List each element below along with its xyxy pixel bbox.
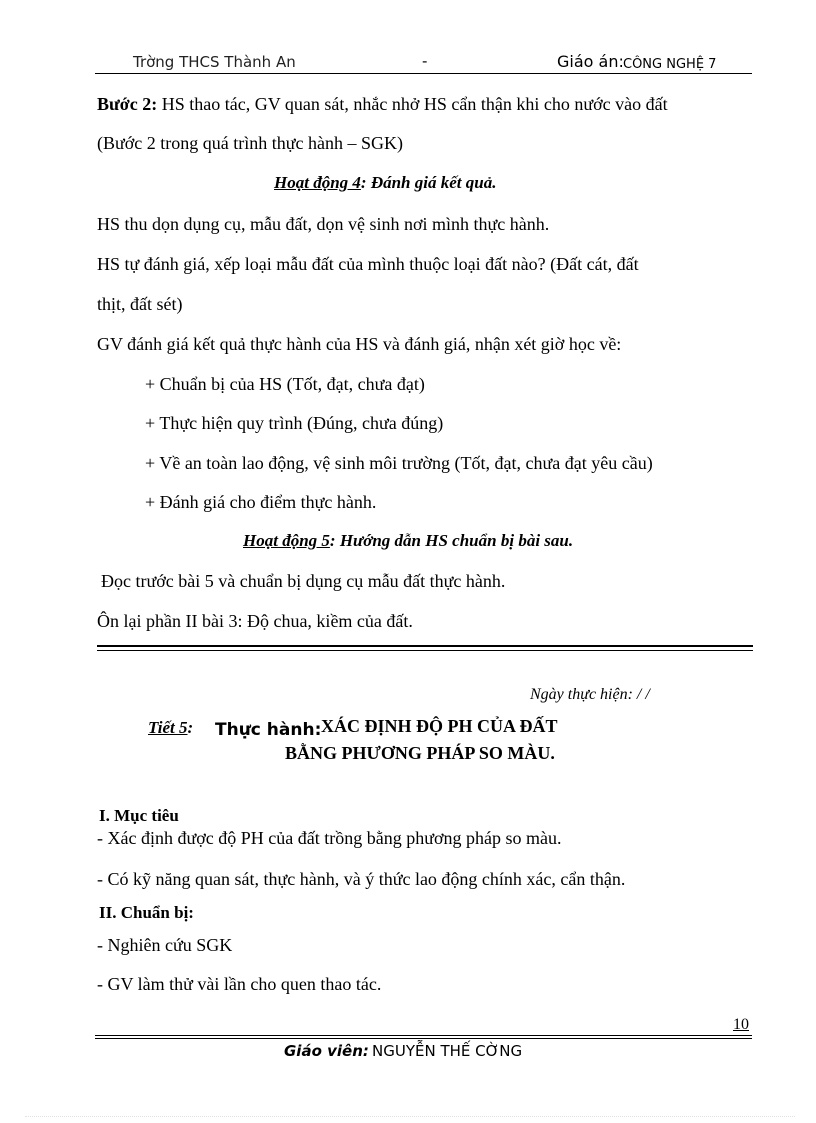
period-number: Tiết 5 <box>148 718 188 737</box>
criteria-item: + Về an toàn lao động, vệ sinh môi trường (Tốt, đạt, chưa đạt yêu cầu) <box>145 453 653 473</box>
step2-text: HS thao tác, GV quan sát, nhắc nhở HS cẩn thận khi cho nước vào đất <box>161 94 668 114</box>
activity5-label: Hoạt động 5 <box>243 531 330 550</box>
paragraph-cleanup: HS thu dọn dụng cụ, mẫu đất, dọn vệ sinh nơi mình thực hành. <box>97 214 550 234</box>
footer-teacher-name: NGUYỄN THẾ CỜNG <box>372 1042 523 1060</box>
step2-prefix: Bước 2: <box>97 94 162 114</box>
page-edge-dots <box>25 1116 795 1117</box>
header-dash: - <box>422 52 428 70</box>
activity4-title: : Đánh giá kết quả. <box>360 173 497 192</box>
footer-teacher-label: Giáo viên: <box>284 1042 369 1060</box>
section1-title: I. Mục tiêu <box>99 806 179 825</box>
paragraph-self-eval-1: HS tự đánh giá, xếp loại mẫu đất của mình thuộc loại đất nào? (Đất cát, đất <box>97 254 639 274</box>
header-lesson-label: Giáo án: <box>557 52 624 71</box>
paragraph-review: Ôn lại phần II bài 3: Độ chua, kiềm của đất. <box>97 611 413 631</box>
objective-item: - Có kỹ năng quan sát, thực hành, và ý thức lao động chính xác, cẩn thận. <box>97 869 626 889</box>
step2-line2: (Bước 2 trong quá trình thực hành – SGK) <box>97 133 403 153</box>
section2-title: II. Chuẩn bị: <box>99 903 194 922</box>
header-subject: CÔNG NGHỆ 7 <box>623 57 717 72</box>
paragraph-self-eval-2: thịt, đất sét) <box>97 294 183 314</box>
objective-item: - Xác định được độ PH của đất trồng bằng phương pháp so màu. <box>97 828 562 848</box>
preparation-item: - GV làm thử vài lần cho quen thao tác. <box>97 974 382 994</box>
practice-label: Thực hành: <box>215 720 322 740</box>
criteria-item: + Đánh giá cho điểm thực hành. <box>145 492 377 512</box>
period-label <box>148 718 193 738</box>
preparation-item: - Nghiên cứu SGK <box>97 935 233 955</box>
footer-rule-bottom <box>95 1038 752 1039</box>
header-rule <box>95 73 752 74</box>
criteria-item: + Chuẩn bị của HS (Tốt, đạt, chưa đạt) <box>145 374 425 394</box>
paragraph-gv-eval: GV đánh giá kết quả thực hành của HS và đánh giá, nhận xét giờ học về: <box>97 334 622 354</box>
footer-rule-top <box>95 1035 752 1036</box>
criteria-item: + Thực hiện quy trình (Đúng, chưa đúng) <box>145 413 444 433</box>
step2-line1 <box>97 93 668 115</box>
date-line: Ngày thực hiện: / / <box>530 686 650 703</box>
section-divider-top <box>97 645 753 647</box>
section-divider-bottom <box>97 650 753 651</box>
activity4-heading <box>274 173 496 193</box>
period-colon: : <box>187 718 194 737</box>
activity5-title: : Hướng dẫn HS chuẩn bị bài sau. <box>329 531 574 550</box>
header-school: Trờng THCS Thành An <box>133 53 296 71</box>
paragraph-read: Đọc trước bài 5 và chuẩn bị dụng cụ mẫu đất thực hành. <box>101 571 506 591</box>
lesson-title-line2: BẰNG PHƯƠNG PHÁP SO MÀU. <box>285 743 555 763</box>
activity5-heading <box>243 531 573 551</box>
page-number: 10 <box>733 1016 749 1033</box>
lesson-title-line1: XÁC ĐỊNH ĐỘ PH CỦA ĐẤT <box>321 716 558 736</box>
activity4-label: Hoạt động 4 <box>274 173 361 192</box>
